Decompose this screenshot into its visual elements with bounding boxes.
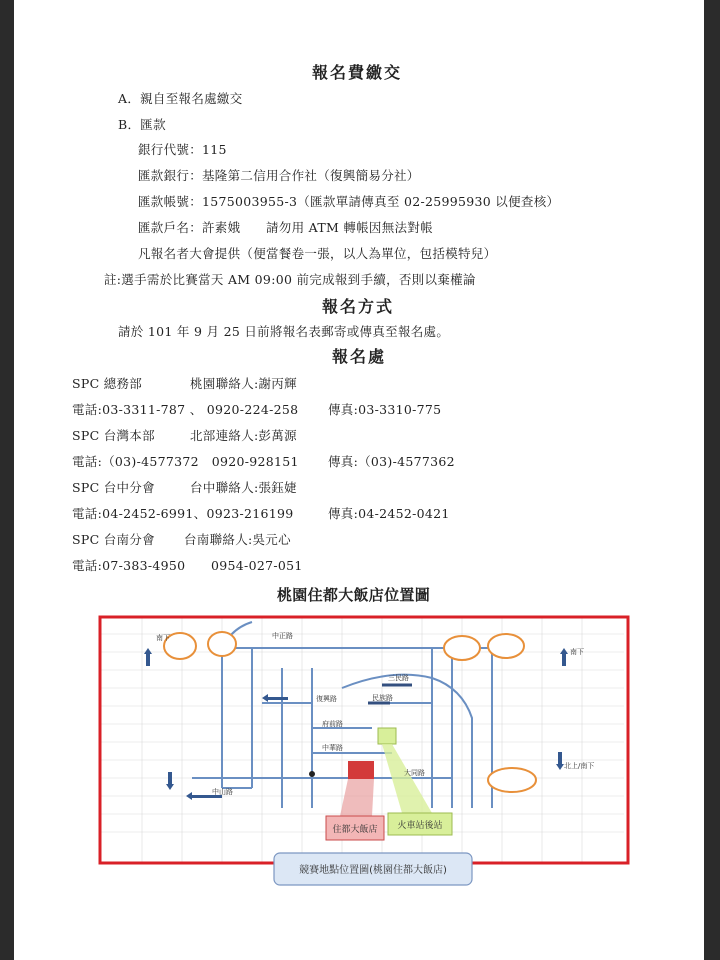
office-phone: 電話:07-383-4950 0954-027-051	[72, 558, 303, 573]
office-fax: 傳真:04-2452-0421	[328, 506, 450, 521]
checkin-note: 註:選手需於比賽當天 AM 09:00 前完成報到手續，否則以棄權論	[104, 272, 476, 287]
fee-option-a: A．親自至報名處繳交	[118, 91, 243, 106]
office-fax: 傳真:（03)-4577362	[328, 454, 455, 469]
fee-heading: 報名費繳交	[312, 63, 403, 82]
office-contact: 北部連絡人:彭萬源	[190, 428, 297, 443]
office-phone: 電話:04-2452-6991、0923-216199	[72, 506, 294, 521]
road-label: 中山路	[212, 788, 233, 796]
map-title: 桃園住都大飯店位置圖	[277, 586, 431, 604]
office-contact: 桃園聯絡人:謝丙輝	[190, 376, 297, 391]
office-org: SPC 台中分會	[72, 480, 155, 495]
method-text: 請於 101 年 9 月 25 日前將報名表郵寄或傳真至報名處。	[118, 324, 450, 339]
map-caption: 競賽地點位置圖(桃園住都大飯店)	[299, 865, 447, 876]
hotel-label: 住都大飯店	[332, 825, 378, 835]
road-label: 大同路	[404, 769, 425, 777]
office-org: SPC 總務部	[72, 376, 143, 391]
office-phone: 電話:（03)-4577372 0920-928151	[72, 454, 299, 469]
bank-account: 匯款帳號：1575003955-3（匯款單請傳真至 02-25995930 以便查核）	[138, 194, 560, 209]
location-dot	[309, 771, 315, 777]
road-label: 北上/南下	[564, 762, 595, 770]
station-marker	[378, 728, 396, 744]
account-name: 匯款戶名：許素娥 請勿用 ATM 轉帳因無法對帳	[138, 220, 433, 235]
office-phone: 電話:03-3311-787 、 0920-224-258	[72, 402, 299, 417]
road-label: 中正路	[272, 632, 293, 640]
office-contact: 台南聯絡人:吳元心	[184, 532, 291, 547]
road-label: 府前路	[322, 720, 343, 728]
road-label: 中華路	[322, 744, 343, 752]
location-map	[72, 608, 648, 890]
road-label: 復興路	[316, 695, 337, 703]
office-org: SPC 台南分會	[72, 532, 155, 547]
office-contact: 台中聯絡人:張鈺婕	[190, 480, 297, 495]
method-heading: 報名方式	[322, 297, 395, 316]
road-label: 南下	[156, 634, 170, 642]
fee-option-b: B．匯款	[118, 117, 166, 132]
hotel-marker	[348, 761, 374, 779]
bank-code: 銀行代號：115	[138, 142, 227, 157]
station-label: 火車站後站	[397, 821, 443, 831]
document-page	[14, 0, 704, 960]
office-fax: 傳真:03-3310-775	[328, 402, 442, 417]
office-heading: 報名處	[332, 347, 387, 366]
bank-name: 匯款銀行：基隆第二信用合作社（復興簡易分社）	[138, 168, 420, 183]
road-label: 南下	[570, 648, 584, 656]
road-label: 民族路	[372, 694, 393, 702]
lunch-note: 凡報名者大會提供（便當餐卷一張，以人為單位，包括模特兒）	[138, 246, 497, 261]
road-label: 三民路	[388, 674, 409, 682]
office-org: SPC 台灣本部	[72, 428, 155, 443]
